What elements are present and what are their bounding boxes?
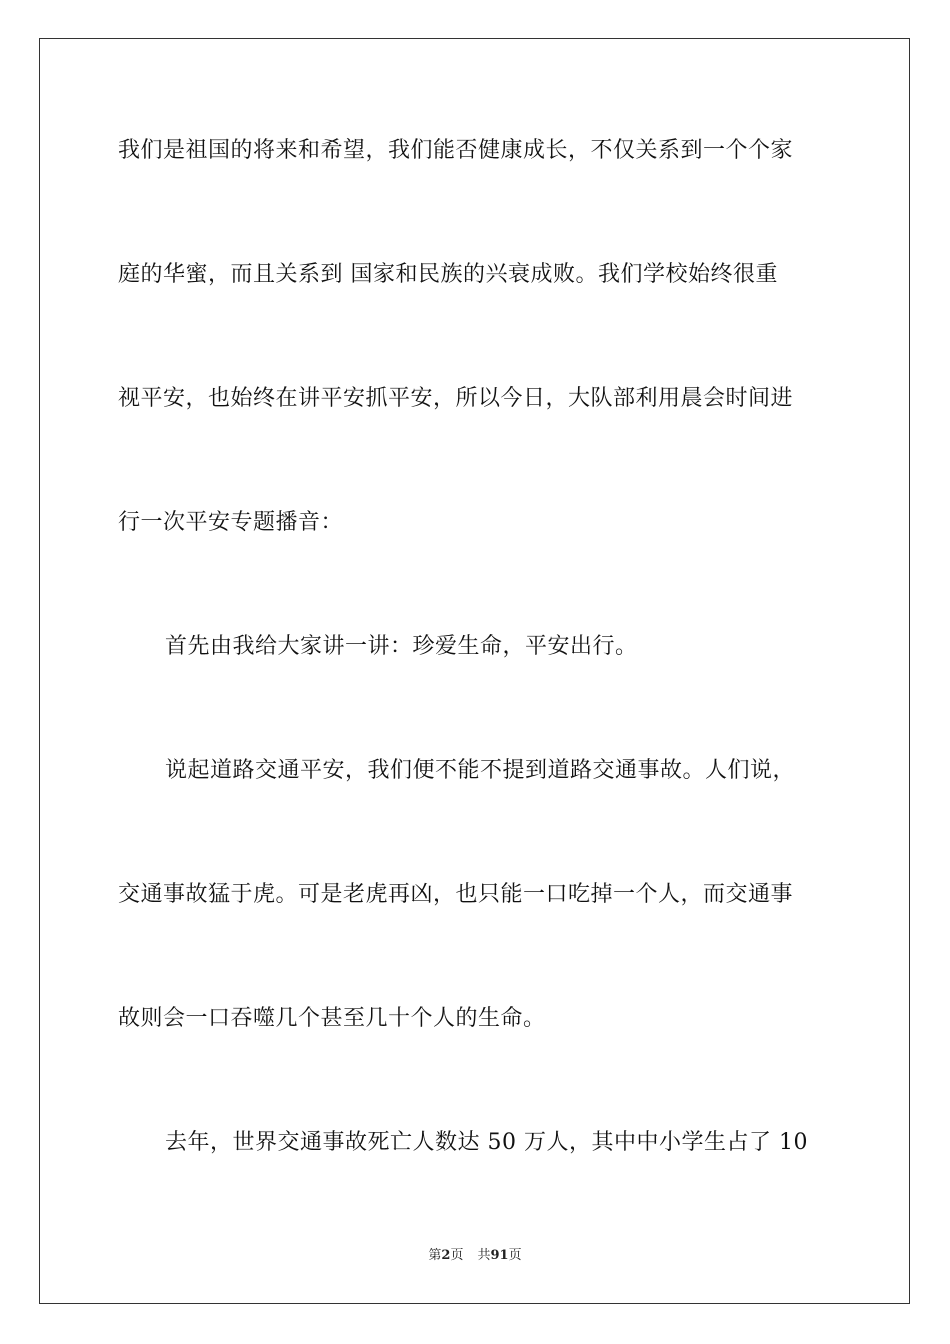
footer-total-pages: 91 bbox=[490, 1248, 509, 1263]
paragraph-line-7: 交通事故猛于虎。可是老虎再凶，也只能一口吃掉一个人，而交通事 bbox=[118, 882, 794, 907]
paragraph-line-1: 我们是祖国的将来和希望，我们能否健康成长，不仅关系到一个个家 bbox=[118, 138, 794, 163]
paragraph-line-9: 去年，世界交通事故死亡人数达 50 万人，其中中小学生占了 10 bbox=[165, 1130, 808, 1155]
footer-total-suffix: 页 bbox=[508, 1248, 522, 1263]
footer-total-prefix: 共 bbox=[477, 1248, 491, 1263]
paragraph-line-6: 说起道路交通平安，我们便不能不提到道路交通事故。人们说， bbox=[165, 758, 796, 783]
footer-page-prefix: 第 bbox=[428, 1248, 442, 1263]
paragraph-line-5: 首先由我给大家讲一讲：珍爱生命，平安出行。 bbox=[165, 634, 638, 659]
paragraph-line-8: 故则会一口吞噬几个甚至几十个人的生命。 bbox=[118, 1006, 546, 1031]
footer-page-number: 2 bbox=[441, 1248, 451, 1263]
paragraph-line-2: 庭的华蜜，而且关系到 国家和民族的兴衰成败。我们学校始终很重 bbox=[118, 262, 778, 287]
paragraph-line-3: 视平安，也始终在讲平安抓平安，所以今日，大队部利用晨会时间进 bbox=[118, 386, 794, 411]
page-footer bbox=[0, 1247, 950, 1265]
paragraph-line-4: 行一次平安专题播音： bbox=[118, 510, 344, 535]
footer-page-suffix: 页 bbox=[450, 1248, 464, 1263]
page-border bbox=[39, 38, 910, 1304]
